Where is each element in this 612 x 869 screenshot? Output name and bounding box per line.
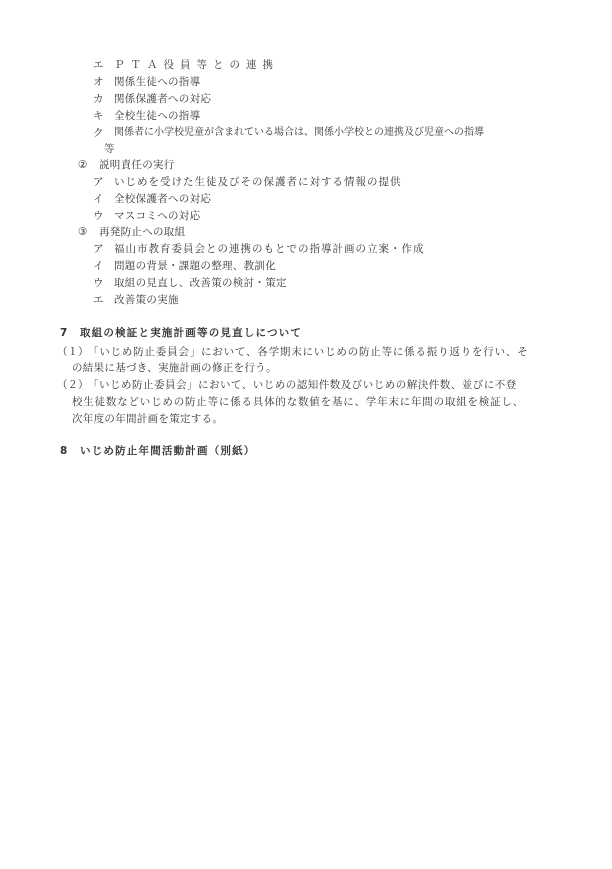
- item-mark: イ: [93, 193, 104, 205]
- item-mark: ア: [93, 243, 104, 255]
- paragraph-mark: （２）: [57, 379, 89, 391]
- item-text-continuation: 等: [104, 143, 115, 155]
- subsection-mark: ②: [78, 159, 88, 171]
- item-mark: カ: [93, 93, 104, 105]
- item-text: 取組の見直し、改善策の検討・策定: [114, 277, 287, 289]
- item-text: 全校保護者への対応: [114, 193, 212, 205]
- paragraph-mark: （１）: [57, 346, 89, 358]
- section-8-number: 8: [60, 445, 69, 457]
- paragraph-line: 「いじめ防止委員会」において、各学期末にいじめの防止等に係る振り返りを行い、そ: [88, 346, 529, 358]
- subsection-title: 再発防止への取組: [99, 226, 186, 238]
- item-mark: エ: [93, 59, 104, 71]
- paragraph-line: 次年度の年間計画を策定する。: [72, 413, 224, 425]
- section-7-number: 7: [60, 327, 69, 339]
- item-text: ＰＴＡ役員等との連携: [114, 59, 279, 71]
- item-mark: ウ: [93, 210, 104, 222]
- item-text: マスコミへの対応: [114, 210, 201, 222]
- paragraph-line: 「いじめ防止委員会」において、いじめの認知件数及びいじめの解決件数、並びに不登: [88, 379, 517, 391]
- item-mark: ウ: [93, 277, 104, 289]
- item-text: いじめを受けた生徒及びその保護者に対する情報の提供: [114, 176, 402, 188]
- item-text: 関係保護者への対応: [114, 93, 212, 105]
- item-text: 改善策の実施: [114, 294, 179, 306]
- item-mark: ク: [93, 127, 104, 139]
- item-mark: イ: [93, 260, 104, 272]
- subsection-mark: ③: [78, 226, 88, 238]
- paragraph-line: の結果に基づき、実施計画の修正を行う。: [72, 362, 277, 374]
- item-text: 全校生徒への指導: [114, 110, 201, 122]
- subsection-title: 説明責任の実行: [99, 159, 175, 171]
- section-7-title: 取組の検証と実施計画等の見直しについて: [80, 327, 303, 339]
- item-text: 関係者に小学校児童が含まれている場合は、関係小学校との連携及び児童への指導: [114, 127, 484, 138]
- item-mark: ア: [93, 176, 104, 188]
- item-mark: オ: [93, 76, 104, 88]
- paragraph-line: 校生徒数などいじめの防止等に係る具体的な数値を基に、学年末に年間の取組を検証し、: [72, 396, 524, 408]
- item-mark: キ: [93, 110, 104, 122]
- item-text: 関係生徒への指導: [114, 76, 201, 88]
- section-8-title: いじめ防止年間活動計画（別紙）: [80, 445, 256, 457]
- item-mark: エ: [93, 294, 104, 306]
- item-text: 福山市教育委員会との連携のもとでの指導計画の立案・作成: [114, 243, 425, 255]
- item-text: 問題の背景・課題の整理、教訓化: [114, 260, 276, 272]
